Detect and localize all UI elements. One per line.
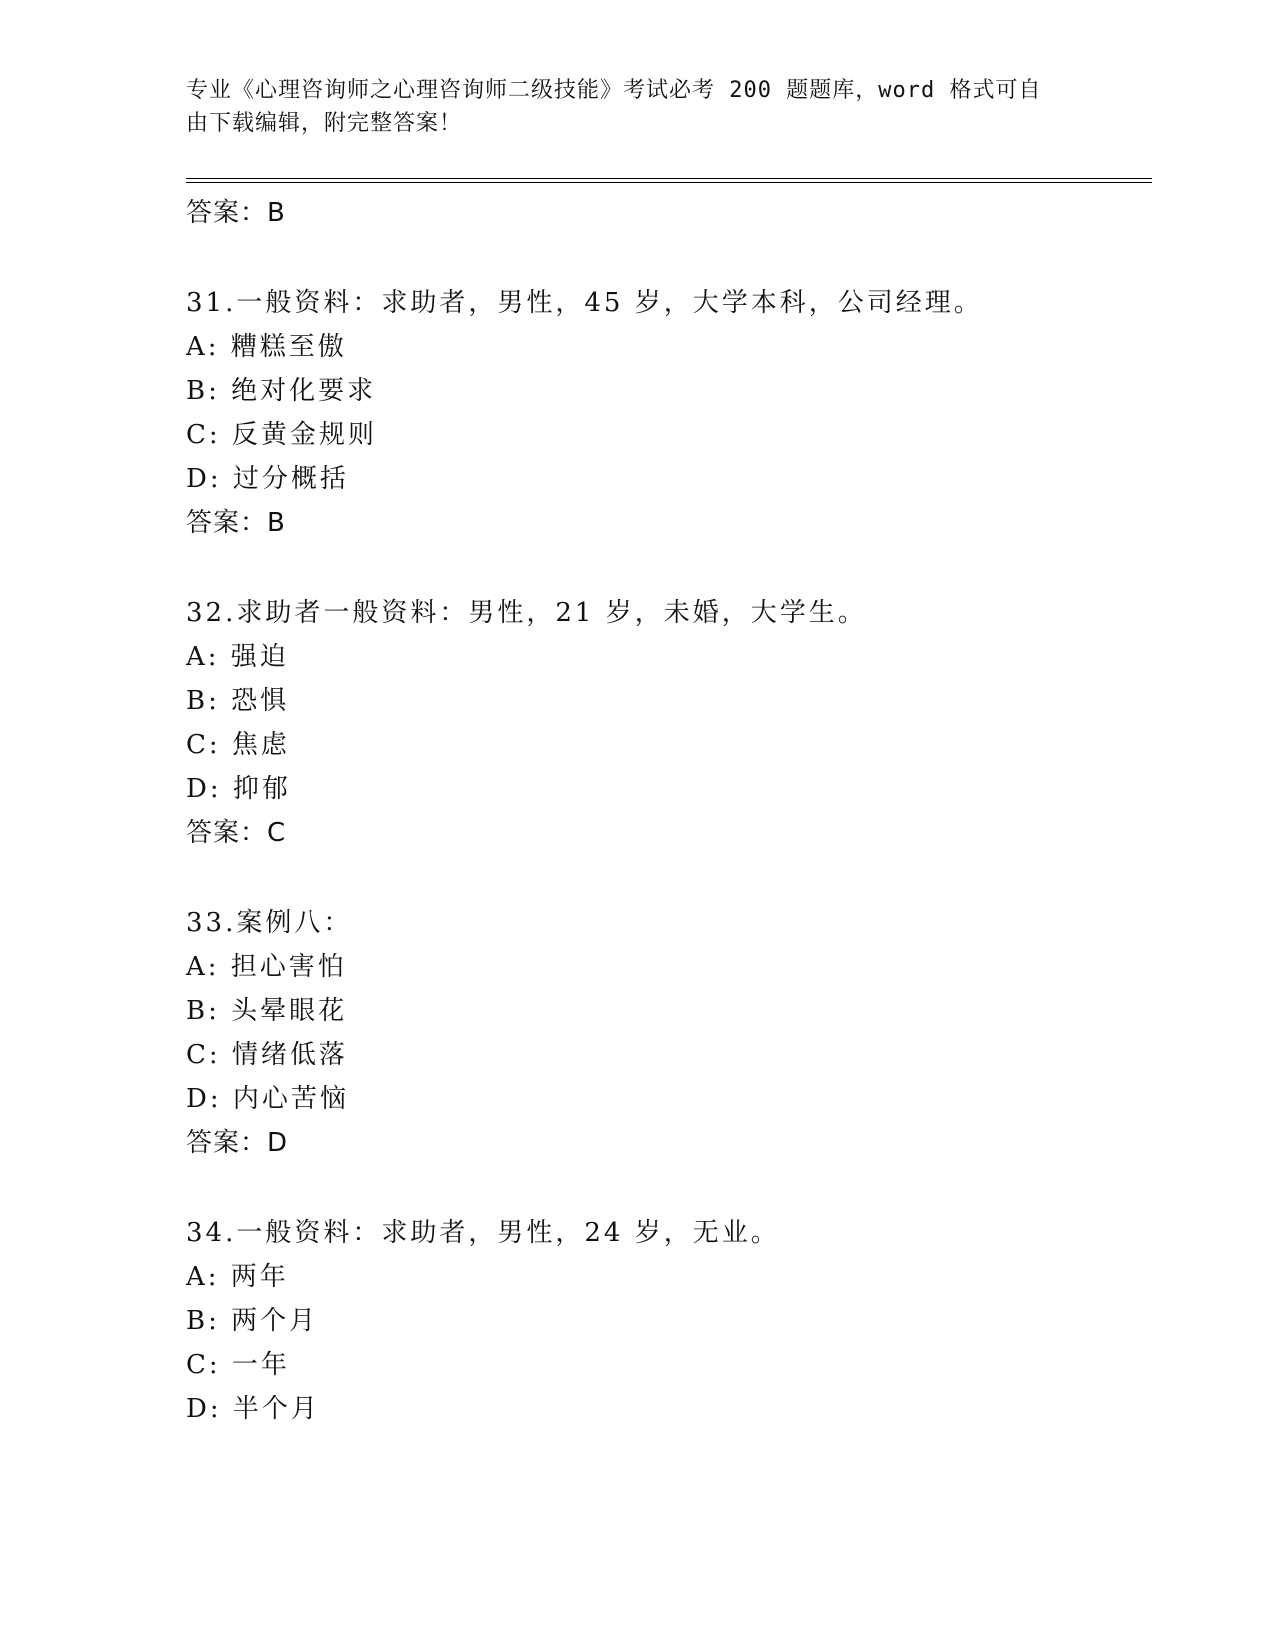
question-34-option-b: B: 两个月 bbox=[186, 1306, 319, 1336]
question-33-answer: 答案：D bbox=[186, 1128, 289, 1158]
question-33-option-d: D: 内心苦恼 bbox=[186, 1084, 349, 1114]
question-31-option-a: A: 糟糕至傲 bbox=[186, 332, 347, 362]
question-32-option-d: D: 抑郁 bbox=[186, 774, 291, 804]
header-divider-top bbox=[186, 178, 1152, 179]
question-31-option-b: B: 绝对化要求 bbox=[186, 376, 377, 406]
question-34-option-a: A: 两年 bbox=[186, 1262, 289, 1292]
document-header bbox=[186, 74, 1076, 140]
question-33-option-a: A: 担心害怕 bbox=[186, 952, 347, 982]
question-31-option-d: D: 过分概括 bbox=[186, 464, 349, 494]
question-34-option-d: D: 半个月 bbox=[186, 1394, 320, 1424]
question-33-stem: 33.案例八： bbox=[186, 908, 353, 938]
question-34-stem: 34.一般资料：求助者，男性，24 岁，无业。 bbox=[186, 1218, 780, 1248]
header-divider-bottom bbox=[186, 182, 1152, 183]
answer-prev: 答案：B bbox=[186, 198, 286, 228]
question-32-option-b: B: 恐惧 bbox=[186, 686, 290, 716]
question-31-answer: 答案：B bbox=[186, 508, 286, 538]
question-33-option-c: C: 情绪低落 bbox=[186, 1040, 348, 1070]
question-32-option-c: C: 焦虑 bbox=[186, 730, 290, 760]
question-31-stem: 31.一般资料：求助者，男性，45 岁，大学本科，公司经理。 bbox=[186, 288, 983, 318]
question-31-option-c: C: 反黄金规则 bbox=[186, 420, 377, 450]
question-32-option-a: A: 强迫 bbox=[186, 642, 289, 672]
header-line-1: 专业《心理咨询师之心理咨询师二级技能》考试必考 200 题题库，word 格式可自 bbox=[186, 78, 1042, 103]
question-33-option-b: B: 头晕眼花 bbox=[186, 996, 348, 1026]
question-34-option-c: C: 一年 bbox=[186, 1350, 290, 1380]
question-32-answer: 答案：C bbox=[186, 818, 287, 848]
header-line-2: 由下载编辑，附完整答案！ bbox=[186, 111, 463, 136]
question-32-stem: 32.求助者一般资料：男性，21 岁，未婚，大学生。 bbox=[186, 598, 867, 628]
